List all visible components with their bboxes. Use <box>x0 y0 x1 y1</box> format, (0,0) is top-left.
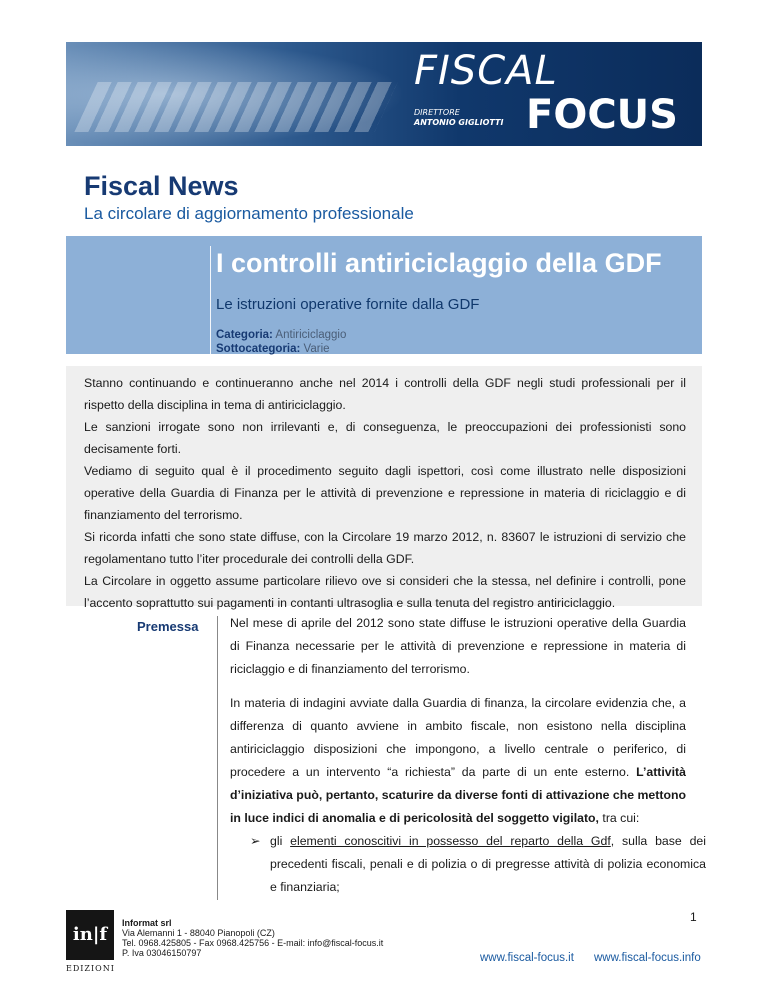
category-value: Antiriciclaggio <box>272 329 347 341</box>
director-label: DIRETTORE <box>414 108 460 117</box>
header-divider <box>210 246 211 354</box>
subcategory-line <box>216 342 346 356</box>
premessa-p2-start: In materia di indagini avviate dalla Guardia di finanza, la circolare evidenzia che, a differenza di quanto avviene in ambito fiscale, non esistono nella disciplina antiriciclaggio disposizioni che impongono, a livello centrale o periferico, di procedere a un intervento “a richiesta” da parte di un ente esterno. <box>230 696 686 779</box>
company-name: Informat srl <box>122 918 172 928</box>
bullet-end: , sulla base dei precedenti fiscali, penali e di polizia o di pregresse attività di polizia economica e finanziaria; <box>270 834 706 894</box>
premessa-paragraph-2 <box>230 692 686 830</box>
company-contacts: Tel. 0968.425805 - Fax 0968.425756 - E-mail: info@fiscal-focus.it <box>122 938 384 948</box>
company-vat: P. Iva 03046150797 <box>122 948 202 958</box>
article-categories <box>216 328 346 356</box>
company-address: Via Alemanni 1 - 88040 Pianopoli (CZ) <box>122 928 275 938</box>
logo-fiscal-text: FISCAL <box>414 48 558 94</box>
subcategory-label: Sottocategoria: <box>216 343 301 355</box>
section-heading-premessa: Premessa <box>137 619 199 634</box>
subcategory-value: Varie <box>300 343 330 355</box>
arrow-bullet-icon: ➢ <box>250 834 261 848</box>
newsletter-title: Fiscal News <box>84 171 239 201</box>
intro-paragraph-1: Stanno continuando e continueranno anche nel 2014 i controlli della GDF negli studi professionali per il rispetto della disciplina in tema di antiriciclaggio. <box>84 376 686 412</box>
website-link-it[interactable]: www.fiscal-focus.it <box>480 952 574 964</box>
newsletter-subtitle: La circolare di aggiornamento professionale <box>84 204 414 223</box>
intro-box <box>66 366 702 610</box>
section-divider <box>217 616 218 900</box>
article-title: I controlli antiriciclaggio della GDF <box>216 248 662 278</box>
publisher-logo-caption: EDIZIONI <box>66 964 115 973</box>
intro-paragraph-5: La Circolare in oggetto assume particolare rilievo ove si consideri che la stessa, nel definire i controlli, pone l’accento soprattutto sui pagamenti in contanti ultrasoglia e sulla tenuta del registro antiriciclaggio. <box>84 574 686 610</box>
bullet-item <box>250 830 706 899</box>
intro-paragraph-3: Vediamo di seguito qual è il procedimento seguito dagli ispettori, così come illustrato nelle disposizioni operative della Guardia di Finanza per le attività di prevenzione e repressione in materia di riciclaggio e di finanziamento del terrorismo. <box>84 464 686 522</box>
page-number: 1 <box>690 910 697 924</box>
director-name: ANTONIO GIGLIOTTI <box>414 118 504 127</box>
publisher-info <box>122 918 383 958</box>
banner-keyboard-image <box>74 82 397 132</box>
header-banner <box>66 42 702 146</box>
category-label: Categoria: <box>216 329 273 341</box>
logo-focus-text: FOCUS <box>526 92 678 138</box>
premessa-paragraph-1: Nel mese di aprile del 2012 sono state diffuse le istruzioni operative della Guardia di Finanza necessarie per le attività di prevenzione e repressione in materia di riciclaggio e di finanziamento del terrorismo. <box>230 616 686 676</box>
bullet-start: gli <box>270 834 291 848</box>
category-line <box>216 328 346 342</box>
intro-paragraph-2: Le sanzioni irrogate sono non irrilevanti e, di conseguenza, le preoccupazioni dei professionisti sono decisamente forti. <box>84 420 686 456</box>
premessa-p2-end: tra cui: <box>598 811 640 825</box>
article-subtitle: Le istruzioni operative fornite dalla GDF <box>216 296 480 313</box>
publisher-logo: in|f <box>66 910 114 960</box>
premessa-p2-bold: L’attività d’iniziativa può, pertanto, scaturire da diverse fonti di attivazione che mettono in luce indici di anomalia e di pericolosità del soggetto vigilato, <box>230 765 686 825</box>
article-header <box>66 236 702 354</box>
bullet-underlined: elementi conoscitivi in possesso del reparto della Gdf <box>290 834 611 848</box>
website-link-info[interactable]: www.fiscal-focus.info <box>594 952 701 964</box>
director-credit <box>414 108 503 128</box>
intro-paragraph-4: Si ricorda infatti che sono state diffuse, con la Circolare 19 marzo 2012, n. 83607 le istruzioni di servizio che regolamentano tutto l’iter procedurale dei controlli della GDF. <box>84 530 686 566</box>
